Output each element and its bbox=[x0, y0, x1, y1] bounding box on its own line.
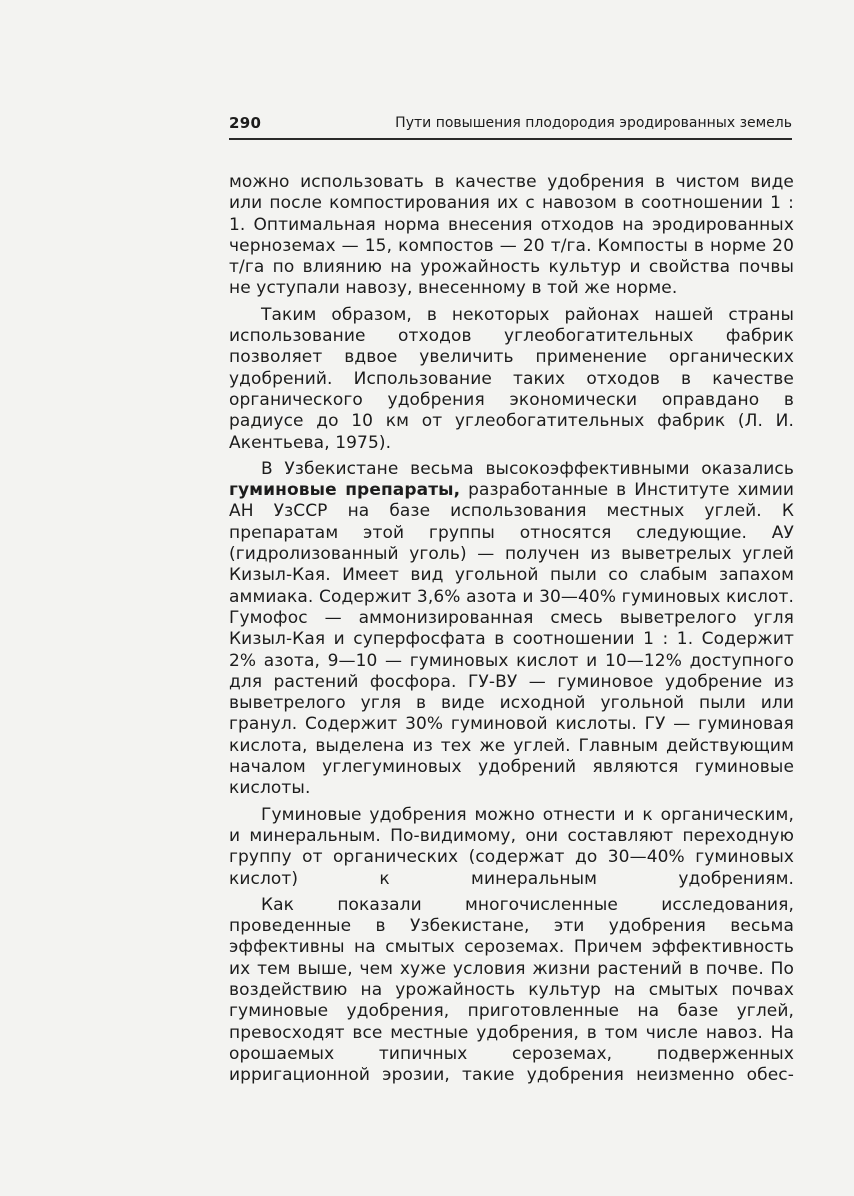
page-header bbox=[229, 110, 792, 140]
paragraph-2: Таким образом, в некоторых районах нашей страны использование отходов углеобогатительных фабрик позволяет вдвое увеличить применение органических удобрений. Использование таких отходов в качестве органического удобрения экономически оправдано в радиусе до 10 км от углеобогатительных фабрик (Л. И. Акентьева, 1975). bbox=[229, 304, 794, 453]
paragraph-3 bbox=[229, 459, 794, 800]
running-title: Пути повышения плодородия эродированных земель bbox=[395, 115, 792, 131]
paragraph-5: Как показали многочисленные исследования, проведенные в Узбекистане, эти удобрения весьма эффективны на смытых сероземах. Причем эффективность их тем выше, чем хуже условия жизни растений в почве. По воздействию на урожайность культур на смытых почвах гуминовые удобрения, приготовленные на базе углей, превосходят все местные удобрения, в том числе навоз. На орошаемых типичных сероземах, подверженных ирригационной эрозии, такие удобрения неизменно обес- bbox=[229, 894, 794, 1086]
page-number: 290 bbox=[229, 114, 262, 132]
paragraph-3-rest: разработанные в Институте химии АН УзССР на базе использования местных углей. К препаратам этой группы относятся следующие. АУ (гидролизованный уголь) — получен из выветрелых углей Кизыл-Кая. Имеет вид угольной пыли со слабым запахом аммиака. Содержит 3,6% азота и 30—40% гуминовых кислот. Гумофос — аммонизированная смесь выветрелого угля Кизыл-Кая и суперфосфата в соотношении 1 : 1. Содержит 2% азота, 9—10 — гуминовых кислот и 10—12% доступного для растений фосфора. ГУ-ВУ — гуминовое удобрение из выветрелого угля в виде исходной угольной пыли или гранул. Содержит 30% гуминовой кислоты. ГУ — гуминовая кислота, выделена из тех же углей. Главным действующим началом углегуминовых удобрений являются гуминовые кислоты. bbox=[229, 480, 795, 799]
paragraph-3-lead: В Узбекистане весьма высокоэффективными оказались bbox=[261, 458, 794, 479]
body-text bbox=[229, 172, 794, 1086]
emphasized-term: гуминовые препараты, bbox=[229, 480, 461, 501]
paragraph-1: можно использовать в качестве удобрения в чистом виде или после компостирования их с навозом в соотношении 1 : 1. Оптимальная норма внесения отходов на эродированных черноземах — 15, компостов — 20 т/га. Компосты в норме 20 т/га по влиянию на урожайность культур и свойства почвы не уступали навозу, внесенному в той же норме. bbox=[229, 172, 794, 299]
paragraph-4: Гуминовые удобрения можно отнести и к органическим, и минеральным. По-видимому, они составляют переходную группу от органических (содержат до 30—40% гуминовых кислот) к минеральным удобрениям. bbox=[229, 804, 794, 889]
